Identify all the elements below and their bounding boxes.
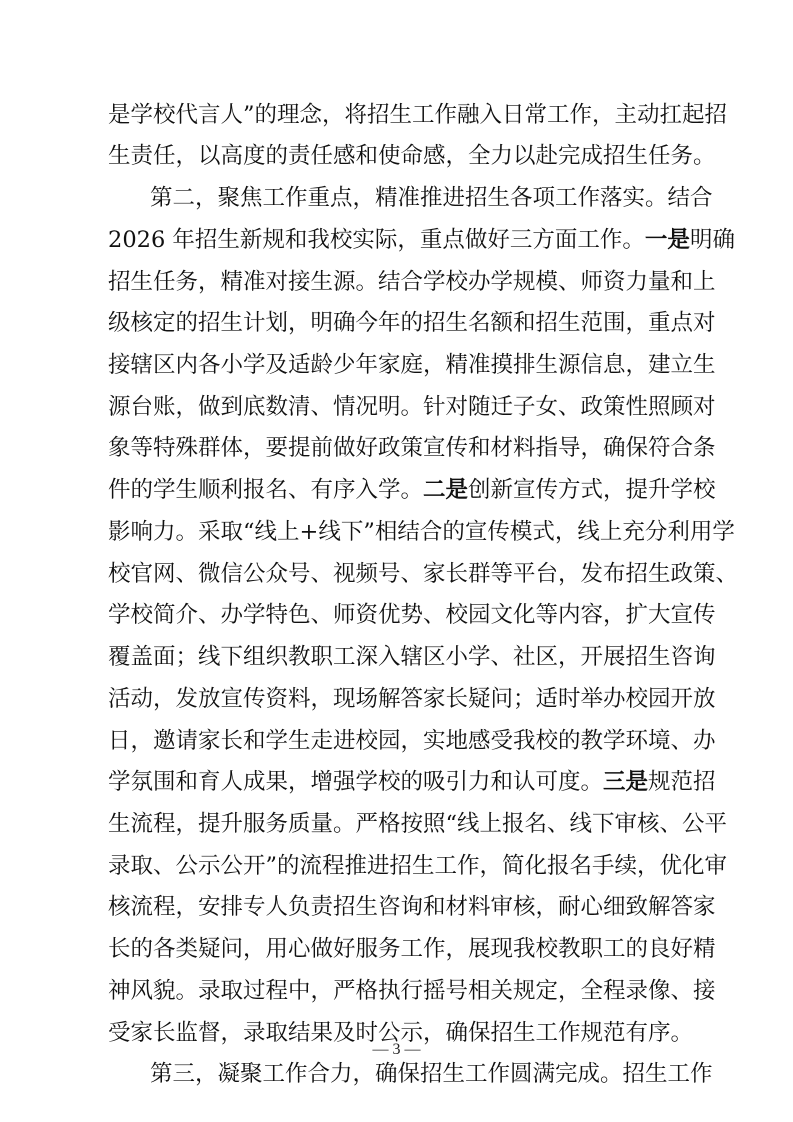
text-line xyxy=(108,223,735,257)
text-segment: 是学校代言人”的理念，将招生工作融入日常工作，主动扛起招 xyxy=(108,102,728,128)
text-line xyxy=(108,515,735,549)
emphasis-text: 二是 xyxy=(423,477,469,503)
text-segment: 创新宣传方式，提升学校 xyxy=(468,477,716,503)
text-segment: 第二，聚焦工作重点，精准推进招生各项工作落实。结合 xyxy=(150,185,713,211)
text-segment: 影响力。采取“线上+线下”相结合的宣传模式，线上充分利用学 xyxy=(108,519,735,545)
text-segment: 生责任，以高度的责任感和使命感，全力以赴完成招生任务。 xyxy=(108,143,716,169)
text-line xyxy=(108,974,716,1008)
text-segment: 件的学生顺利报名、有序入学。 xyxy=(108,477,424,503)
text-segment: 象等特殊群体，要提前做好政策宣传和材料指导，确保符合条 xyxy=(108,435,716,461)
text-segment: 录取、公示公开”的流程推进招生工作，简化报名手续，优化审 xyxy=(108,853,728,879)
text-line xyxy=(108,390,716,424)
text-segment: 学校简介、办学特色、师资优势、校园文化等内容，扩大宣传 xyxy=(108,602,716,628)
text-line xyxy=(150,181,713,215)
text-segment: 生流程，提升服务质量。严格按照“线上报名、线下审核、公平 xyxy=(108,811,728,837)
text-segment: 招生任务，精准对接生源。结合学校办学规模、师资力量和上 xyxy=(108,269,716,295)
text-segment: 第三，凝聚工作合力，确保招生工作圆满完成。招生工作 xyxy=(150,1061,713,1087)
text-segment: 长的各类疑问，用心做好服务工作，展现我校教职工的良好精 xyxy=(108,936,716,962)
text-line xyxy=(108,849,728,883)
text-line xyxy=(108,431,716,465)
text-segment: 学氛围和育人成果，增强学校的吸引力和认可度。 xyxy=(108,769,604,795)
text-segment: 明确 xyxy=(689,227,735,253)
text-line xyxy=(108,557,739,591)
text-line xyxy=(150,1057,713,1091)
text-line xyxy=(108,765,716,799)
text-segment: 校官网、微信公众号、视频号、家长群等平台，发布招生政策、 xyxy=(108,561,739,587)
text-line xyxy=(108,682,716,716)
text-line xyxy=(108,640,716,674)
text-segment: 活动，发放宣传资料，现场解答家长疑问；适时举办校园开放 xyxy=(108,686,716,712)
text-segment: 规范招 xyxy=(648,769,716,795)
text-line xyxy=(108,890,716,924)
emphasis-text: 一是 xyxy=(644,227,690,253)
text-segment: 核流程，安排专人负责招生咨询和材料审核，耐心细致解答家 xyxy=(108,894,716,920)
text-line xyxy=(108,98,728,132)
text-segment: 受家长监督，录取结果及时公示，确保招生工作规范有序。 xyxy=(108,1020,694,1046)
text-line xyxy=(108,473,716,507)
text-segment: 覆盖面；线下组织教职工深入辖区小学、社区，开展招生咨询 xyxy=(108,644,716,670)
text-line xyxy=(108,932,716,966)
text-segment: 2026 年招生新规和我校实际，重点做好三方面工作。 xyxy=(108,227,645,253)
emphasis-text: 三是 xyxy=(603,769,649,795)
text-line xyxy=(108,265,716,299)
text-line xyxy=(108,348,716,382)
text-line xyxy=(108,306,716,340)
text-line xyxy=(108,598,716,632)
text-segment: 源台账，做到底数清、情况明。针对随迁子女、政策性照顾对 xyxy=(108,394,716,420)
text-segment: 级核定的招生计划，明确今年的招生名额和招生范围，重点对 xyxy=(108,310,716,336)
text-segment: 接辖区内各小学及适龄少年家庭，精准摸排生源信息，建立生 xyxy=(108,352,716,378)
text-line xyxy=(108,807,728,841)
text-line xyxy=(108,724,716,758)
text-segment: 日，邀请家长和学生走进校园，实地感受我校的教学环境、办 xyxy=(108,728,716,754)
text-segment: 神风貌。录取过程中，严格执行摇号相关规定，全程录像、接 xyxy=(108,978,716,1004)
page-number: — 3 — xyxy=(372,1041,421,1058)
text-line xyxy=(108,139,716,173)
